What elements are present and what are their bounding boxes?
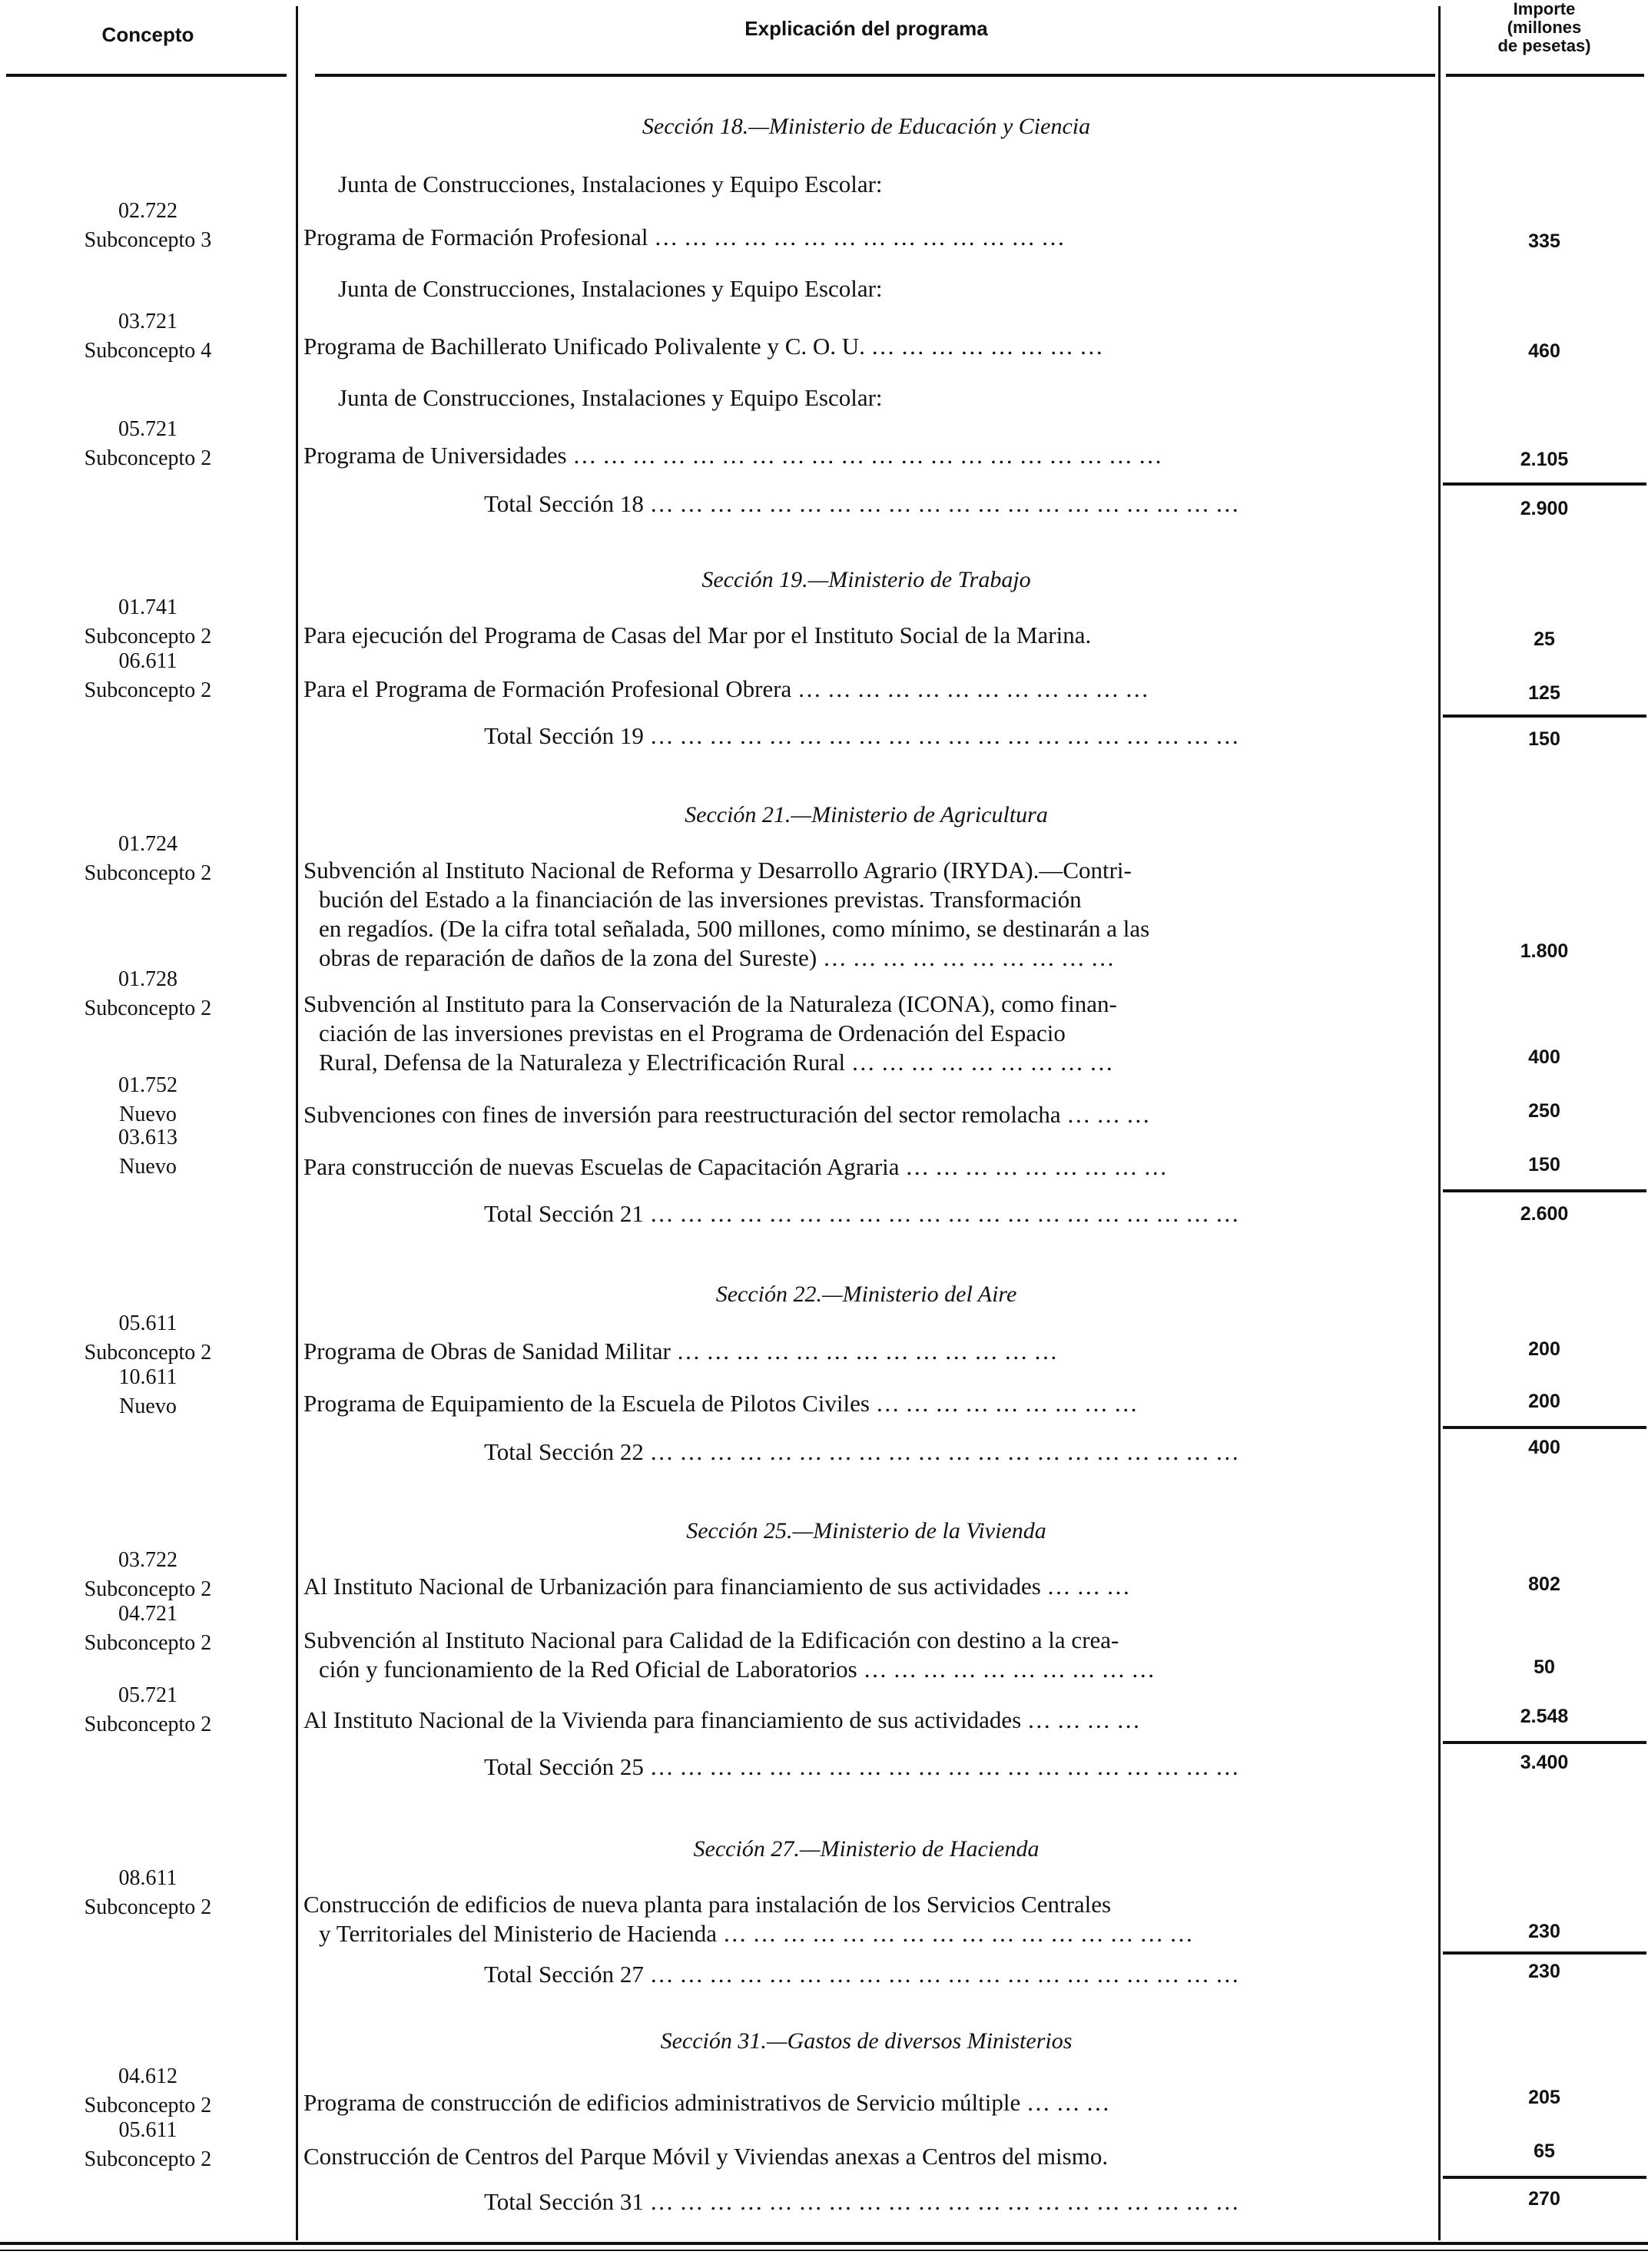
column-divider: [296, 6, 298, 2240]
concept-number: 08.611: [118, 1866, 177, 1890]
program-item: [303, 2142, 1425, 2171]
concept-code: [0, 593, 296, 652]
program-item: [303, 1337, 1425, 1366]
total-rule: [1443, 1741, 1646, 1744]
item-text: y Territoriales del Ministerio de Hacienda … … … … … … … … … … … … … … … …: [319, 1920, 1194, 1947]
item-text: Subvenciones con fines de inversión para reestructuración del sector remolacha … … …: [303, 1101, 1150, 1128]
importe-header-line: Importe: [1513, 0, 1576, 18]
total-rule: [1443, 1951, 1646, 1955]
concept-code: [0, 1864, 296, 1922]
header-rule: [1446, 74, 1644, 77]
concept-subconcept: Subconcepto 2: [84, 1631, 212, 1655]
program-item: [303, 990, 1425, 1077]
concept-subconcept: Nuevo: [119, 1394, 177, 1418]
section-total-label: Total Sección 25 … … … … … … … … … … … … … … … … … … … …: [484, 1753, 1239, 1780]
concept-number: 01.752: [118, 1073, 177, 1097]
row-intro: Junta de Construcciones, Instalaciones y Equipo Escolar:: [338, 384, 883, 411]
program-item: [303, 1389, 1425, 1418]
header-rule: [6, 74, 287, 77]
concept-code: [0, 965, 296, 1023]
amount: 335: [1528, 230, 1560, 252]
item-text: Programa de Universidades … … … … … … … … … … … … … … … … … … … …: [303, 442, 1162, 469]
section-total-label: Total Sección 21 … … … … … … … … … … … … … … … … … … … …: [484, 1200, 1239, 1227]
amount: 50: [1534, 1656, 1555, 1678]
amount: 150: [1528, 1154, 1560, 1175]
concept-number: 06.611: [118, 649, 177, 673]
amount: 205: [1528, 2087, 1560, 2108]
amount: 1.800: [1520, 940, 1569, 962]
item-text: Construcción de edificios de nueva planta para instalación de los Servicios Centrales: [303, 1891, 1112, 1918]
item-text: Programa de Bachillerato Unificado Polivalente y C. O. U. … … … … … … … …: [303, 333, 1103, 360]
section-title: Sección 25.—Ministerio de la Vivienda: [686, 1518, 1046, 1544]
concept-subconcept: Subconcepto 2: [84, 1577, 212, 1601]
total-rule: [1443, 1426, 1646, 1429]
concept-subconcept: Subconcepto 2: [84, 2147, 212, 2171]
program-item: [303, 223, 1425, 252]
program-item: [303, 1572, 1425, 1601]
item-text: bución del Estado a la financiación de las inversiones previstas. Transformación: [319, 886, 1082, 913]
concept-number: 01.728: [118, 967, 177, 991]
column-divider: [1438, 6, 1441, 2240]
concept-subconcept: Subconcepto 2: [84, 1713, 212, 1736]
concept-code: [0, 1363, 296, 1421]
item-text: Para el Programa de Formación Profesional Obrera … … … … … … … … … … … …: [303, 675, 1149, 702]
concept-subconcept: Subconcepto 2: [84, 625, 212, 648]
amount: 25: [1534, 628, 1555, 650]
section-total-amount: 400: [1528, 1437, 1560, 1458]
section-total-label: Total Sección 31 … … … … … … … … … … … … … … … … … … … …: [484, 2188, 1239, 2215]
concept-subconcept: Nuevo: [119, 1102, 177, 1126]
item-text: Subvención al Instituto para la Conservación de la Naturaleza (ICONA), como finan-: [303, 990, 1117, 1017]
item-text: Subvención al Instituto Nacional para Calidad de la Edificación con destino a la crea-: [303, 1626, 1119, 1653]
item-text: en regadíos. (De la cifra total señalada, 500 millones, como mínimo, se destinarán a las: [319, 915, 1150, 942]
concept-code: [0, 197, 296, 255]
concept-code: [0, 647, 296, 705]
concept-number: 05.611: [118, 1311, 177, 1335]
section-total-amount: 2.900: [1520, 498, 1569, 519]
amount: 802: [1528, 1573, 1560, 1595]
row-intro: Junta de Construcciones, Instalaciones y Equipo Escolar:: [338, 275, 883, 302]
amount: 200: [1528, 1338, 1560, 1360]
program-item: [303, 1890, 1425, 1948]
concept-subconcept: Subconcepto 2: [84, 996, 212, 1020]
concept-code: [0, 1309, 296, 1368]
section-title: Sección 22.—Ministerio del Aire: [715, 1282, 1017, 1307]
section-title: Sección 18.—Ministerio de Educación y Ciencia: [642, 114, 1091, 139]
section-total-amount: 270: [1528, 2188, 1560, 2210]
concept-subconcept: Subconcepto 4: [84, 339, 212, 363]
concept-subconcept: Subconcepto 2: [84, 1895, 212, 1919]
program-item: [303, 1152, 1425, 1182]
concept-number: 10.611: [118, 1365, 177, 1389]
concept-subconcept: Subconcepto 2: [84, 861, 212, 885]
concept-code: [0, 307, 296, 366]
concept-code: [0, 1123, 296, 1182]
program-item: [303, 1100, 1425, 1129]
item-text: Para ejecución del Programa de Casas del Mar por el Instituto Social de la Marina.: [303, 622, 1092, 648]
concept-number: 02.722: [118, 199, 177, 223]
concept-code: [0, 2116, 296, 2174]
amount: 65: [1534, 2140, 1555, 2162]
section-total-amount: 150: [1528, 728, 1560, 750]
program-item: [303, 2088, 1425, 2117]
concept-number: 03.613: [118, 1126, 177, 1149]
amount: 460: [1528, 340, 1560, 362]
concept-subconcept: Subconcepto 3: [84, 228, 212, 252]
importe-header-line: de pesetas): [1497, 36, 1591, 55]
section-total-amount: 230: [1528, 1961, 1560, 1982]
total-rule: [1443, 1189, 1646, 1192]
program-item: [303, 1626, 1425, 1684]
item-text: Programa de Obras de Sanidad Militar … … … … … … … … … … … … …: [303, 1338, 1058, 1364]
section-total-amount: 2.600: [1520, 1203, 1569, 1225]
row-intro: Junta de Construcciones, Instalaciones y Equipo Escolar:: [338, 171, 883, 197]
concept-number: 01.724: [118, 832, 177, 856]
concept-code: [0, 1681, 296, 1739]
section-total-label: Total Sección 18 … … … … … … … … … … … … … … … … … … … …: [484, 490, 1239, 517]
section-total-label: Total Sección 22 … … … … … … … … … … … … … … … … … … … …: [484, 1438, 1239, 1465]
concept-code: [0, 830, 296, 888]
program-item: [303, 441, 1425, 470]
concept-number: 05.611: [118, 2118, 177, 2142]
concept-number: 03.721: [118, 310, 177, 333]
item-text: Subvención al Instituto Nacional de Reforma y Desarrollo Agrario (IRYDA).—Contri-: [303, 857, 1132, 884]
section-title: Sección 19.—Ministerio de Trabajo: [701, 567, 1031, 592]
program-item: [303, 332, 1425, 361]
program-item: [303, 1706, 1425, 1735]
concept-code: [0, 2062, 296, 2120]
concept-code: [0, 1546, 296, 1604]
concept-number: 03.722: [118, 1548, 177, 1572]
amount: 125: [1528, 682, 1560, 704]
footer-rule: [0, 2242, 1648, 2245]
concept-number: 05.721: [118, 417, 177, 441]
concept-number: 04.612: [118, 2064, 177, 2088]
item-text: Programa de construcción de edificios administrativos de Servicio múltiple … … …: [303, 2089, 1110, 2116]
total-rule: [1443, 482, 1646, 486]
item-text: obras de reparación de daños de la zona del Sureste) … … … … … … … … … …: [319, 944, 1115, 971]
item-text: Construcción de Centros del Parque Móvil y Viviendas anexas a Centros del mismo.: [303, 2143, 1109, 2170]
concept-number: 04.721: [118, 1602, 177, 1626]
item-text: Al Instituto Nacional de la Vivienda para financiamiento de sus actividades … … … …: [303, 1706, 1141, 1733]
concept-subconcept: Subconcepto 2: [84, 678, 212, 702]
concept-code: [0, 1071, 296, 1129]
concept-subconcept: Subconcepto 2: [84, 446, 212, 470]
item-text: Rural, Defensa de la Naturaleza y Electrificación Rural … … … … … … … … …: [319, 1049, 1113, 1076]
column-header-explicacion: Explicación del programa: [744, 17, 988, 40]
concept-subconcept: Subconcepto 2: [84, 1341, 212, 1364]
importe-header-line: (millones: [1507, 18, 1582, 37]
concept-code: [0, 415, 296, 473]
item-text: Al Instituto Nacional de Urbanización para financiamiento de sus actividades … … …: [303, 1573, 1131, 1600]
column-header-concepto: Concepto: [101, 23, 194, 46]
item-text: ción y funcionamiento de la Red Oficial de Laboratorios … … … … … … … … … …: [319, 1656, 1156, 1683]
program-item: [303, 621, 1425, 650]
amount: 250: [1528, 1100, 1560, 1122]
section-title: Sección 31.—Gastos de diversos Ministerios: [660, 2028, 1073, 2054]
program-item: [303, 675, 1425, 704]
amount: 2.105: [1520, 449, 1569, 470]
amount: 400: [1528, 1046, 1560, 1068]
concept-code: [0, 1600, 296, 1658]
concept-subconcept: Subconcepto 2: [84, 2094, 212, 2117]
program-item: [303, 856, 1425, 973]
header-rule: [315, 74, 1435, 77]
concept-number: 01.741: [118, 595, 177, 619]
section-title: Sección 21.—Ministerio de Agricultura: [685, 802, 1048, 827]
column-header-importe: [1441, 0, 1648, 55]
footer-rule: [0, 2250, 1648, 2251]
amount: 230: [1528, 1921, 1560, 1942]
amount: 200: [1528, 1391, 1560, 1412]
section-total-amount: 3.400: [1520, 1752, 1569, 1773]
concept-number: 05.721: [118, 1683, 177, 1707]
amount: 2.548: [1520, 1706, 1569, 1727]
section-total-label: Total Sección 19 … … … … … … … … … … … … … … … … … … … …: [484, 722, 1239, 749]
total-rule: [1443, 715, 1646, 718]
item-text: Programa de Formación Profesional … … … … … … … … … … … … … …: [303, 224, 1066, 250]
item-text: Para construcción de nuevas Escuelas de Capacitación Agraria … … … … … … … … …: [303, 1153, 1168, 1180]
item-text: ciación de las inversiones previstas en el Programa de Ordenación del Espacio: [319, 1020, 1066, 1046]
total-rule: [1443, 2176, 1646, 2179]
section-total-label: Total Sección 27 … … … … … … … … … … … … … … … … … … … …: [484, 1961, 1239, 1988]
item-text: Programa de Equipamiento de la Escuela de Pilotos Civiles … … … … … … … … …: [303, 1390, 1138, 1417]
concept-subconcept: Nuevo: [119, 1155, 177, 1179]
section-title: Sección 27.—Ministerio de Hacienda: [693, 1836, 1040, 1862]
